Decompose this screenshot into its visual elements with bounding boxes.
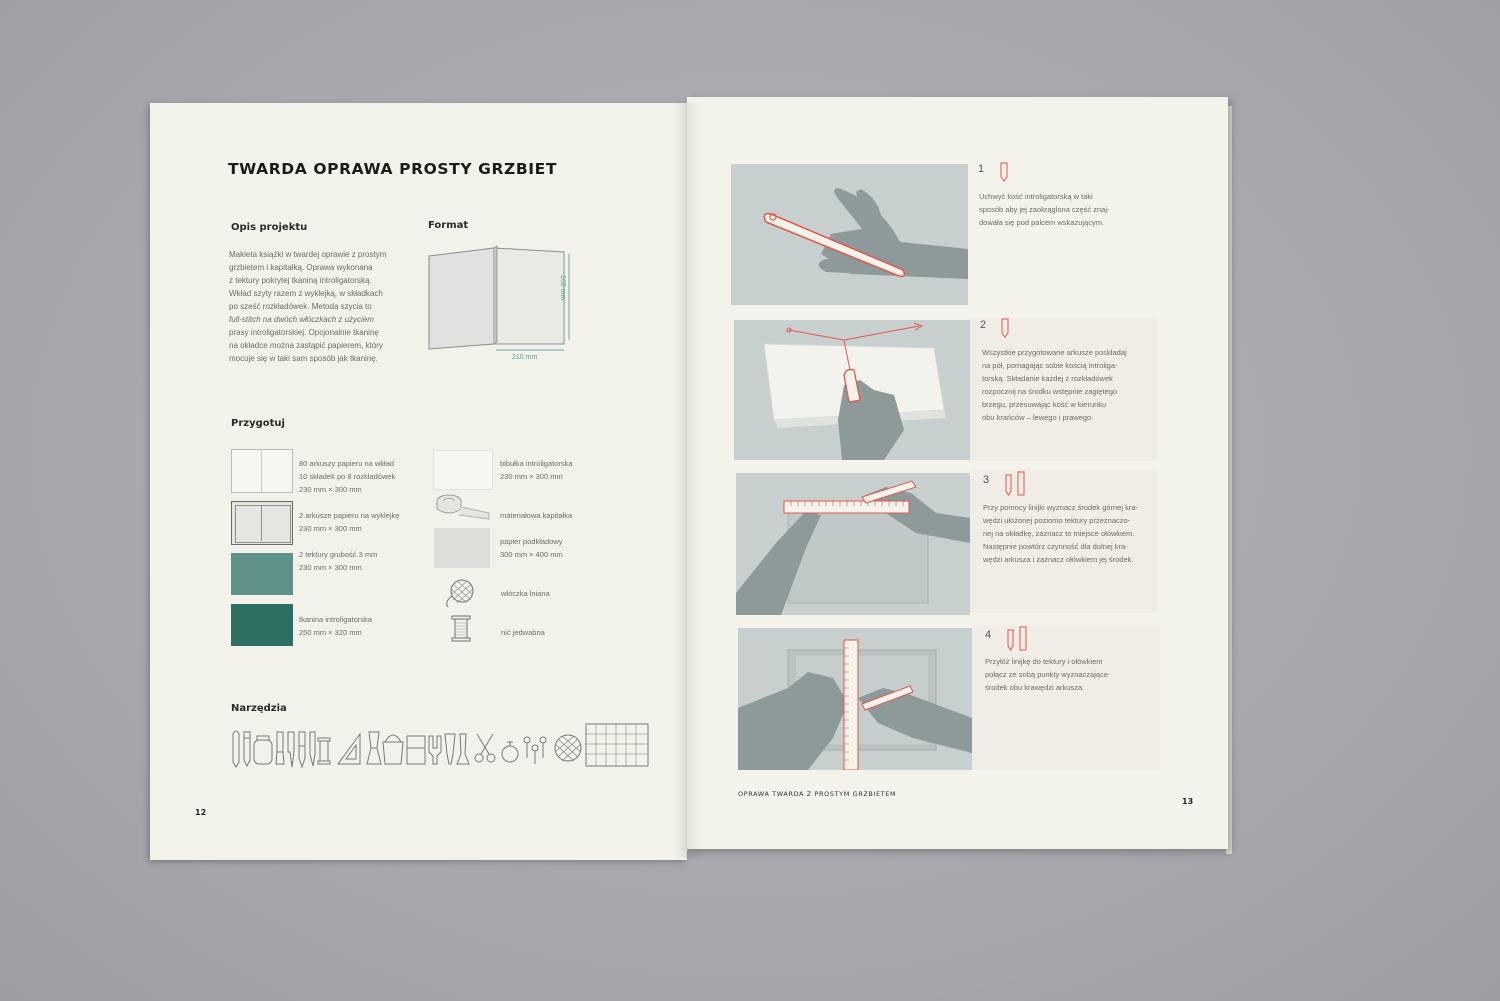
- step-number: 3: [983, 474, 990, 486]
- material-line: 300 mm × 400 mm: [500, 550, 563, 559]
- bone-folder-icon: [233, 731, 239, 767]
- tools-row: [229, 718, 654, 770]
- material-silk-thread: [501, 626, 545, 639]
- headband-icon: [433, 491, 493, 521]
- board-swatch: [231, 553, 293, 595]
- triangle-ruler-icon: [338, 734, 360, 764]
- material-line: 2 tektury grubość 3 mm: [299, 550, 378, 559]
- linen-ball-icon: [555, 735, 581, 761]
- knife-icon: [299, 732, 305, 767]
- step-1-illustration: [731, 164, 968, 305]
- step-2-illustration: [734, 320, 970, 460]
- cloth-swatch: [231, 604, 293, 646]
- pencil-ruler-step-icon: [1004, 471, 1026, 497]
- step-line: na pół, pomagając sobie kością introliga-: [982, 361, 1118, 370]
- step-line: sposób aby jej zaokrąglona część znaj-: [979, 205, 1110, 214]
- scalpel-icon: [310, 732, 315, 766]
- step-2-text: [982, 346, 1162, 424]
- step-3-illustration: [736, 473, 970, 615]
- book-gutter: [672, 103, 702, 858]
- running-footer: OPRAWA TWARDA Z PROSTYM GRZBIETEM: [738, 790, 897, 798]
- material-board: [299, 548, 377, 574]
- material-line: nić jedwabna: [501, 628, 545, 637]
- step-number: 2: [980, 319, 987, 331]
- step-4-background: [972, 625, 1160, 770]
- step-line: Następnie powtórz czynność dla dolnej kra-: [983, 542, 1128, 551]
- step-line: dowała się pod palcem wskazującym.: [979, 218, 1105, 227]
- linen-thread-icon: [440, 578, 480, 610]
- brush-icon: [276, 732, 284, 764]
- format-book-diagram: [424, 244, 584, 369]
- material-paper-block: [299, 457, 395, 496]
- pencil-icon: [244, 732, 250, 766]
- glue-brush-icon: [367, 732, 381, 764]
- step-line: wędzi ułożonej poziomo tektury przeznaczo-: [983, 516, 1131, 525]
- material-line: tkanina introligatorska: [299, 615, 372, 624]
- material-line: materiałowa kapitałka: [500, 511, 573, 520]
- step-line: torską. Składanie każdej z rozkładówek: [982, 374, 1113, 383]
- endpaper-swatch: [231, 501, 293, 545]
- format-width-label: 210 mm: [512, 354, 538, 361]
- material-tissue-paper: [500, 457, 573, 483]
- page-number-left: 12: [195, 808, 207, 817]
- material-line: 10 składek po 8 rozkładówek: [299, 472, 396, 481]
- material-line: papier podkładowy: [500, 537, 563, 546]
- material-line: 230 mm × 300 mm: [299, 563, 362, 572]
- step-line: środek obu krawędzi arkusza.: [985, 683, 1085, 692]
- material-headband: [500, 509, 572, 522]
- clamp-icon: [407, 736, 425, 764]
- press-icon: [429, 736, 441, 764]
- page-title: TWARDA OPRAWA PROSTY GRZBIET: [228, 160, 557, 178]
- backing-paper-swatch: [434, 528, 490, 568]
- bucket-icon: [383, 735, 403, 764]
- step-line: obu krańców – lewego i prawego.: [982, 413, 1094, 422]
- material-line: bibułka introligatorska: [500, 459, 573, 468]
- step-4-illustration: [738, 628, 972, 770]
- step-line: brzegu, przesuwając kość w kierunku: [982, 400, 1107, 409]
- glue-tube-icon: [445, 734, 455, 764]
- bone-folder-step-icon: [1000, 162, 1008, 182]
- description-line: z tektury pokrytej tkaniną introligatorską.: [229, 276, 372, 285]
- step-line: nej na okładkę, zaznacz to miejsce ołówkiem.: [983, 529, 1135, 538]
- tools-heading: Narzędzia: [231, 703, 287, 714]
- page-number-right: 13: [1182, 797, 1194, 806]
- step-3-text: [983, 501, 1163, 566]
- awl-icon: [288, 732, 294, 767]
- material-line: włóczka lniana: [501, 589, 550, 598]
- description-line: grzbietem i kapitałką. Oprawa wykonana: [229, 263, 373, 272]
- spatula-icon: [457, 734, 469, 764]
- tissue-paper-swatch: [433, 450, 493, 490]
- step-line: Uchwyć kość introligatorską w taki: [979, 192, 1093, 201]
- paper-block-swatch: [231, 449, 293, 493]
- description-line: Makieta książki w twardej oprawie z prostym: [229, 250, 387, 259]
- material-endpaper: [299, 509, 399, 535]
- description-line: na okładce można zastąpić papierem, który: [229, 341, 383, 350]
- cutting-mat-icon: [586, 724, 648, 766]
- description-line: Wkład szyty razem z wyklejką, w składkach: [229, 289, 383, 298]
- material-backing-paper: [500, 535, 563, 561]
- material-linen-thread: [501, 587, 550, 600]
- silk-thread-spool-icon: [449, 614, 473, 644]
- step-number: 4: [985, 629, 992, 641]
- step-line: Przy pomocy linijki wyznacz środek górnej kra-: [983, 503, 1139, 512]
- material-line: 230 mm × 300 mm: [500, 472, 563, 481]
- description-line: prasy introligatorskiej. Opcjonalnie tkaninę: [229, 328, 379, 337]
- description-line: po sześć rozkładówek. Metoda szycia to: [229, 302, 372, 311]
- description-heading: Opis projektu: [231, 222, 308, 233]
- material-cloth: [299, 613, 372, 639]
- prepare-heading: Przygotuj: [231, 418, 285, 429]
- format-heading: Format: [428, 220, 469, 231]
- pencil-ruler-step-icon: [1006, 626, 1028, 652]
- step-number: 1: [978, 163, 985, 175]
- description-text: [229, 248, 409, 365]
- stopwatch-icon: [502, 742, 518, 762]
- material-line: 250 mm × 320 mm: [299, 628, 362, 637]
- step-line: połącz ze sobą punkty wyznaczające: [985, 670, 1108, 679]
- format-height-label: 160 mm: [559, 275, 566, 301]
- pins-icon: [524, 737, 546, 764]
- step-line: rozpocznij na środku wstępnie zagiętego: [982, 387, 1118, 396]
- description-line: mocuje się w taki sam sposób jak tkaninę.: [229, 354, 378, 363]
- material-line: 230 mm × 300 mm: [299, 524, 362, 533]
- step-line: wędzi arkusza i zaznacz ołówkiem jej środek.: [983, 555, 1134, 564]
- material-line: 230 mm × 300 mm: [299, 485, 362, 494]
- material-line: 2 arkusze papieru na wyklejkę: [299, 511, 400, 520]
- material-line: 80 arkuszy papieru na wkład: [299, 459, 395, 468]
- step-line: Wszystkie przygotowane arkusze poskładaj: [982, 348, 1127, 357]
- thread-spool-icon: [318, 738, 330, 764]
- bone-folder-step-icon: [1001, 318, 1009, 338]
- step-4-text: [985, 655, 1165, 694]
- scissors-icon: [475, 734, 495, 762]
- step-1-text: [979, 190, 1159, 229]
- description-line: full-stitch na dwóch włóczkach z użyciem: [229, 315, 374, 324]
- step-line: Przyłóż linijkę do tektury i ołówkiem: [985, 657, 1103, 666]
- glue-pot-icon: [254, 736, 272, 764]
